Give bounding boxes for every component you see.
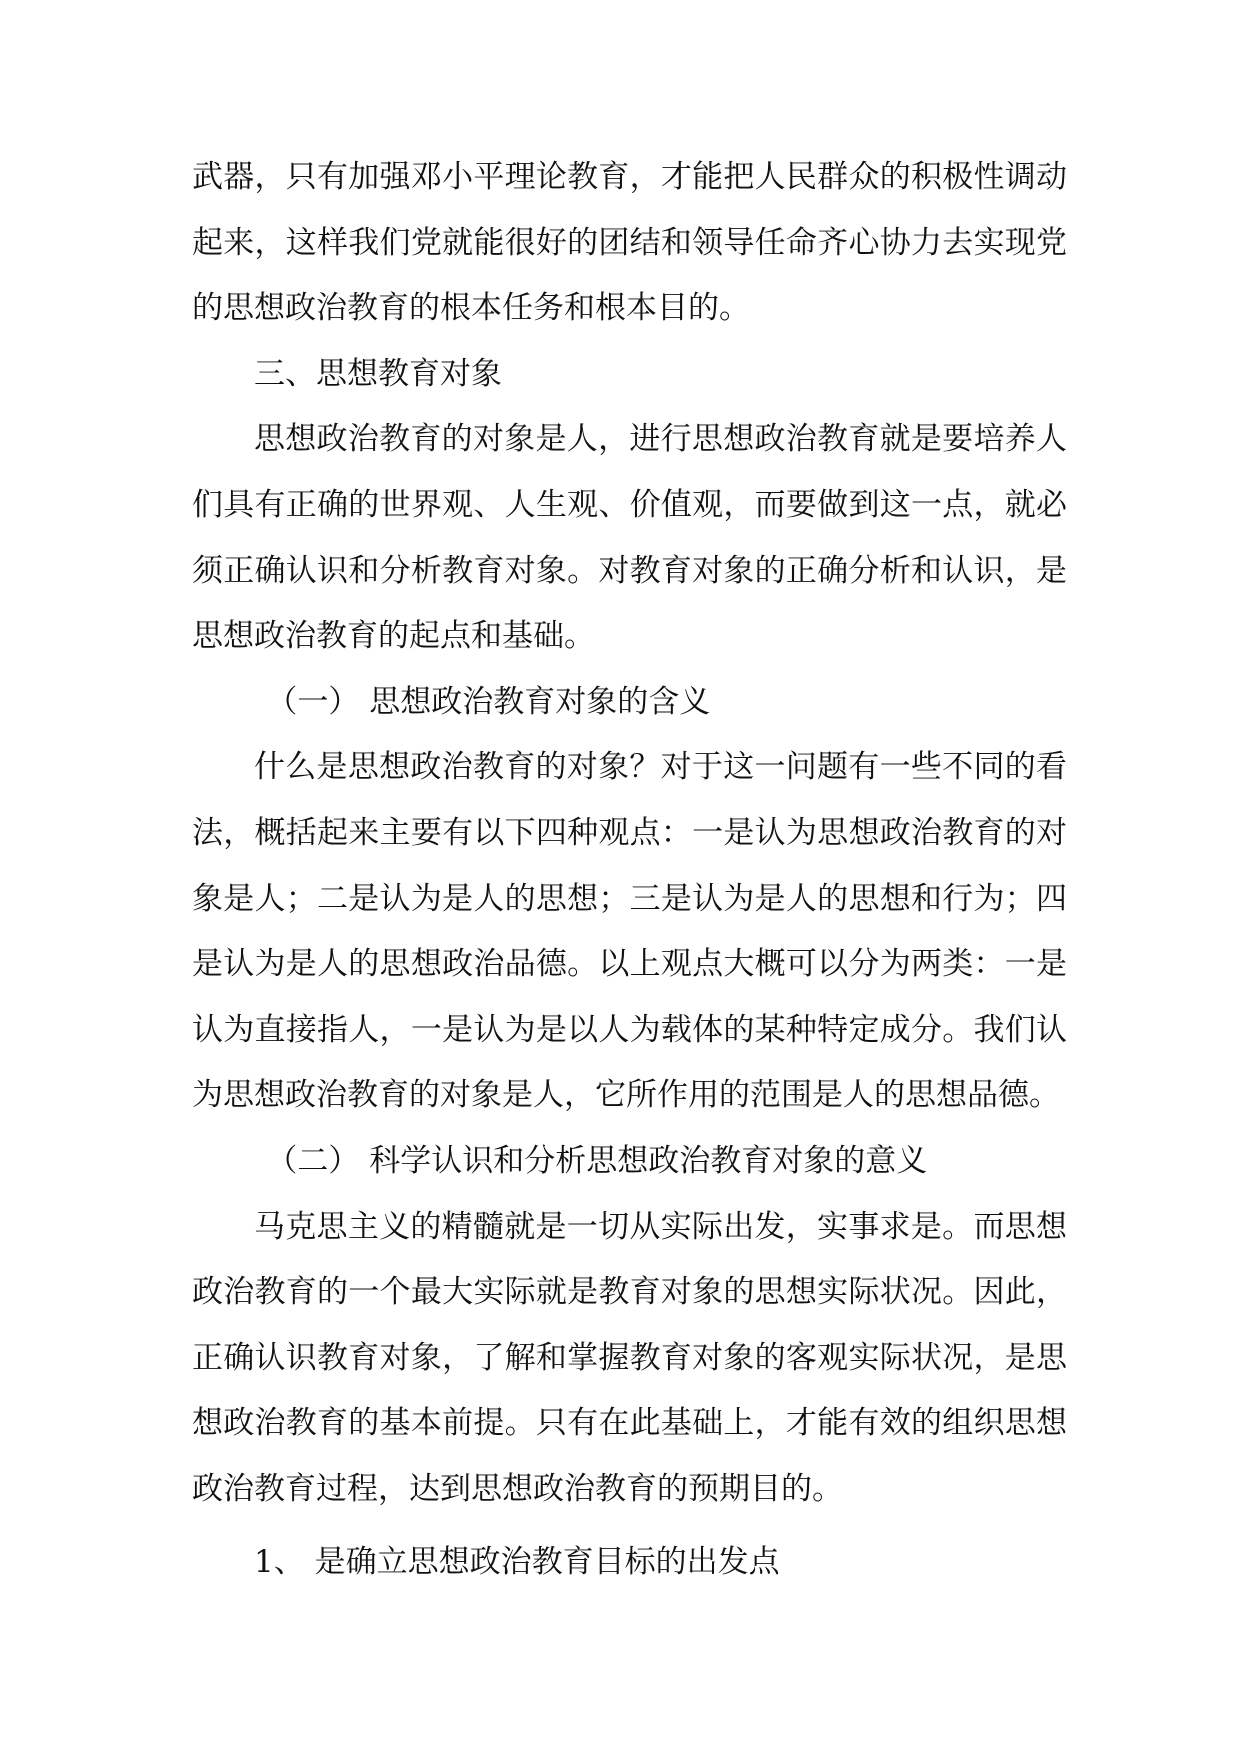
document-page (192, 145, 1067, 1596)
subsection-heading-2: （二） 科学认识和分析思想政治教育对象的意义 (266, 1142, 928, 1179)
section-heading-3: 三、思想教育对象 (254, 355, 502, 392)
paragraph-object-definition: 什么是思想政治教育的对象？对于这一问题有一些不同的看法，概括起来主要有以下四种观点：一是认为思想政治教育的对象是人；二是认为是人的思想；三是认为是人的思想和行为；四是认为是人的思想政治品德。以上观点大概可以分为两类：一是认为直接指人，一是认为是以人为载体的某种特定成分。我们认为思想政治教育的对象是人，它所作用的范围是人的思想品德。 (192, 749, 1067, 1114)
paragraph-continuation: 武器，只有加强邓小平理论教育，才能把人民群众的积极性调动起来，这样我们党就能很好的团结和领导任命齐心协力去实现党的思想政治教育的根本任务和根本目的。 (192, 159, 1067, 327)
paragraph-significance: 马克思主义的精髓就是一切从实际出发，实事求是。而思想政治教育的一个最大实际就是教育对象的思想实际状况。因此，正确认识教育对象，了解和掌握教育对象的客观实际状况，是思想政治教育的基本前提。只有在此基础上，才能有效的组织思想政治教育过程，达到思想政治教育的预期目的。 (192, 1208, 1067, 1507)
paragraph-education-object: 思想政治教育的对象是人，进行思想政治教育就是要培养人们具有正确的世界观、人生观、价值观，而要做到这一点，就必须正确认识和分析教育对象。对教育对象的正确分析和认识，是思想政治教育的起点和基础。 (192, 421, 1067, 655)
subsection-heading-1: （一） 思想政治教育对象的含义 (266, 683, 711, 720)
list-item-heading-1: 1、 是确立思想政治教育目标的出发点 (254, 1544, 780, 1581)
